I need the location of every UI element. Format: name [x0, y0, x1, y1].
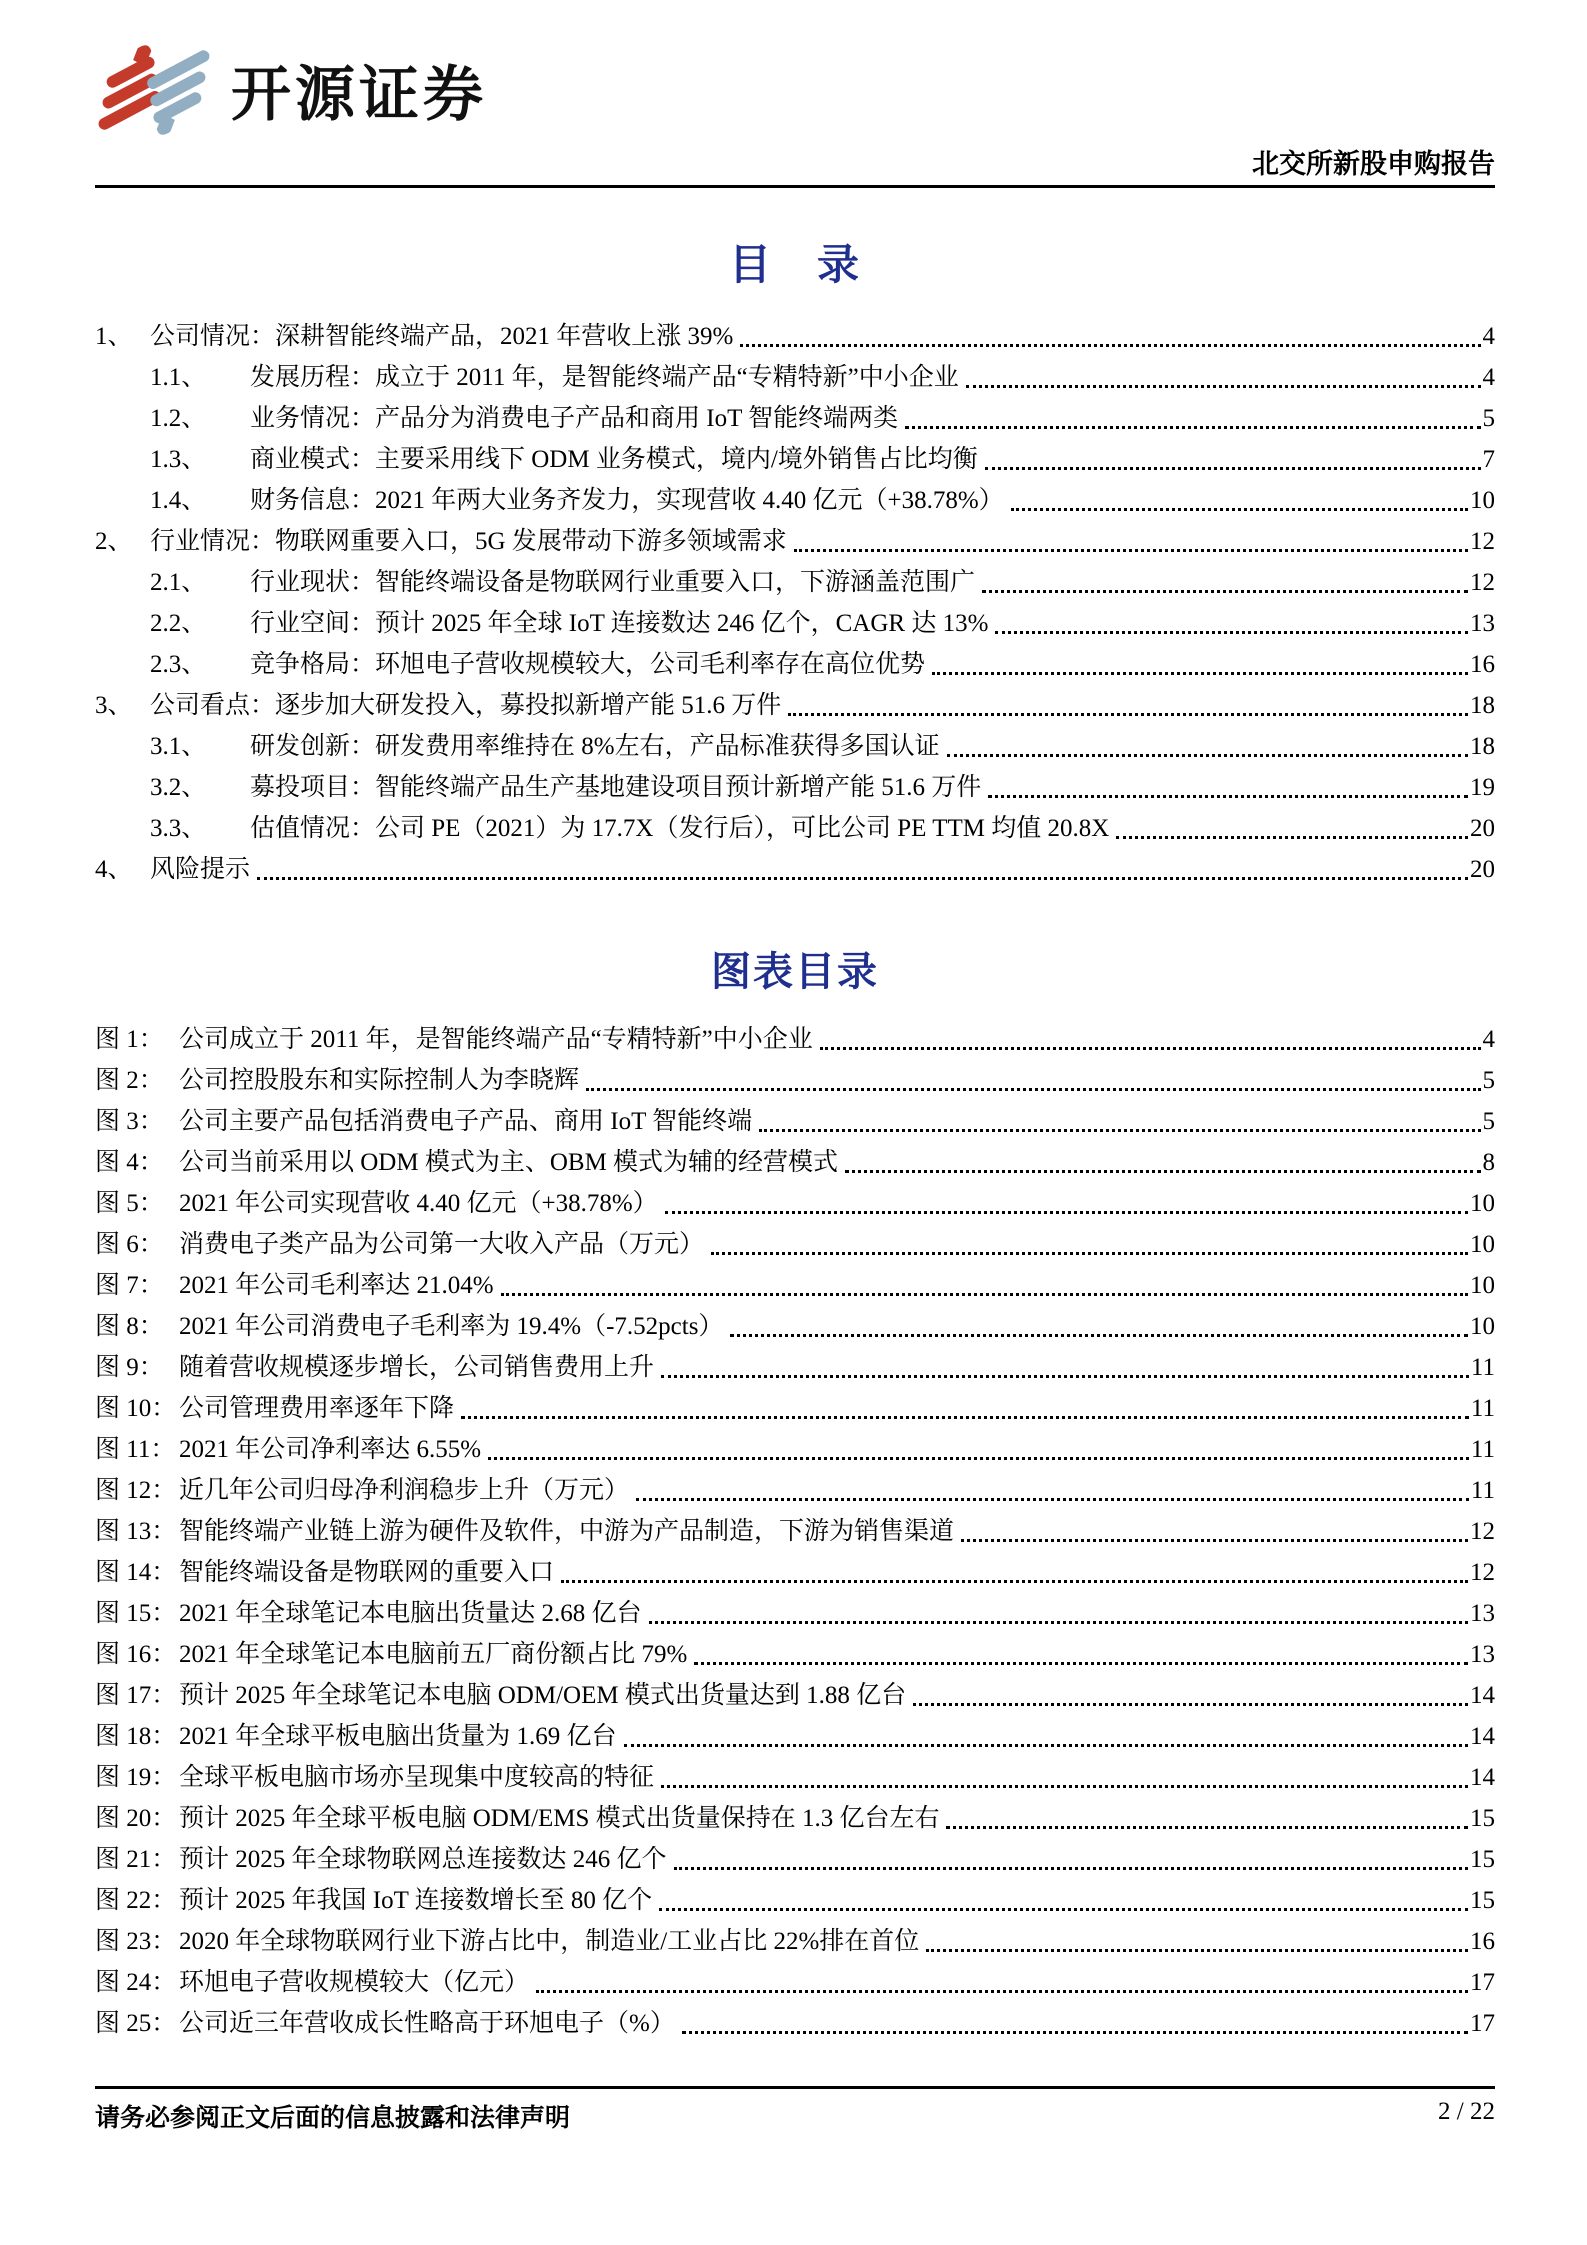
figure-entry-page: 5 [1482, 1067, 1495, 1095]
figure-entry[interactable] [95, 1060, 1495, 1101]
figure-entry-number: 图 21： [95, 1846, 177, 1874]
leader-dots [966, 385, 1481, 388]
toc-entry[interactable] [95, 726, 1495, 767]
figure-entry-page: 8 [1482, 1149, 1495, 1177]
figure-entry[interactable] [95, 1716, 1495, 1757]
toc-entry[interactable] [95, 767, 1495, 808]
leader-dots [845, 1170, 1480, 1173]
toc-entry-number: 1、 [95, 323, 133, 351]
figure-entry-number: 图 8： [95, 1313, 164, 1341]
figure-entry-number: 图 9： [95, 1354, 164, 1382]
figure-entry-number: 图 13： [95, 1518, 177, 1546]
toc-entry[interactable] [95, 316, 1495, 357]
figure-entry[interactable] [95, 1306, 1495, 1347]
figure-entry[interactable] [95, 1757, 1495, 1798]
footer-disclaimer: 请务必参阅正文后面的信息披露和法律声明 [95, 2105, 571, 2132]
leader-dots [694, 1662, 1468, 1665]
toc-entry-number: 3.2、 [150, 774, 207, 802]
figure-entry-page: 13 [1470, 1600, 1495, 1628]
figure-entry-page: 5 [1482, 1108, 1495, 1136]
leader-dots [1011, 508, 1468, 511]
toc-entry-number: 1.4、 [150, 487, 207, 515]
toc-title: 目 录 [728, 243, 861, 290]
toc-entry-page: 16 [1470, 651, 1495, 679]
figure-entry-number: 图 16： [95, 1641, 177, 1669]
kaiyuan-ribbon-logo-icon [95, 43, 213, 137]
toc-entry-number: 3、 [95, 692, 133, 720]
toc-entry-title: 研发创新：研发费用率维持在 8%左右，产品标准获得多国认证 [250, 733, 940, 761]
header-divider [95, 185, 1495, 188]
figure-entry[interactable] [95, 1880, 1495, 1921]
figure-entry-title: 公司成立于 2011 年，是智能终端产品“专精特新”中小企业 [179, 1026, 813, 1054]
figure-entry-page: 10 [1470, 1231, 1495, 1259]
toc-entry-number: 1.3、 [150, 446, 207, 474]
figure-entry-number: 图 24： [95, 1969, 177, 1997]
figure-entry[interactable] [95, 1634, 1495, 1675]
figure-entry-page: 13 [1470, 1641, 1495, 1669]
figure-entry-page: 12 [1470, 1518, 1495, 1546]
figures-index-title: 图表目录 [711, 949, 879, 995]
figure-entry-number: 图 22： [95, 1887, 177, 1915]
figure-entry-number: 图 12： [95, 1477, 177, 1505]
figure-entry-number: 图 6： [95, 1231, 164, 1259]
page-footer [95, 2086, 1495, 2134]
figure-entry[interactable] [95, 2003, 1495, 2044]
figure-entry-number: 图 5： [95, 1190, 164, 1218]
figure-entry-page: 11 [1470, 1354, 1495, 1382]
toc-entry-title: 发展历程：成立于 2011 年，是智能终端产品“专精特新”中小企业 [250, 364, 959, 392]
figure-entry-number: 图 7： [95, 1272, 164, 1300]
figure-entry-number: 图 14： [95, 1559, 177, 1587]
toc-entry-title: 竞争格局：环旭电子营收规模较大，公司毛利率存在高位优势 [250, 651, 926, 679]
figure-entry-title: 2021 年全球笔记本电脑出货量达 2.68 亿台 [179, 1600, 642, 1628]
figure-entry-title: 2021 年公司毛利率达 21.04% [179, 1272, 494, 1300]
figure-entry-title: 2021 年公司消费电子毛利率为 19.4%（-7.52pcts） [179, 1313, 724, 1341]
toc-entry-page: 20 [1470, 815, 1495, 843]
figure-entry-title: 2021 年全球平板电脑出货量为 1.69 亿台 [179, 1723, 617, 1751]
leader-dots [961, 1539, 1468, 1542]
leader-dots [501, 1293, 1468, 1296]
figure-entry-number: 图 23： [95, 1928, 177, 1956]
toc-entry-number: 3.3、 [150, 815, 207, 843]
toc-entry-title: 募投项目：智能终端产品生产基地建设项目预计新增产能 51.6 万件 [250, 774, 982, 802]
figure-entry-title: 公司管理费用率逐年下降 [179, 1395, 455, 1423]
leader-dots [946, 1826, 1468, 1829]
leader-dots [461, 1416, 1469, 1419]
leader-dots [661, 1785, 1468, 1788]
figure-entry-number: 图 4： [95, 1149, 164, 1177]
leader-dots [820, 1047, 1481, 1050]
toc-entry-title: 行业情况：物联网重要入口，5G 发展带动下游多领域需求 [150, 528, 787, 556]
toc-entry-page: 5 [1482, 405, 1495, 433]
leader-dots [995, 631, 1468, 634]
figure-entry-title: 智能终端产业链上游为硬件及软件，中游为产品制造，下游为销售渠道 [179, 1518, 955, 1546]
figure-entry-number: 图 2： [95, 1067, 164, 1095]
figure-entry[interactable] [95, 1224, 1495, 1265]
toc-entry-page: 20 [1470, 856, 1495, 884]
figure-entry-title: 随着营收规模逐步增长，公司销售费用上升 [179, 1354, 655, 1382]
leader-dots [536, 1990, 1468, 1993]
figure-entry[interactable] [95, 1675, 1495, 1716]
figure-entry[interactable] [95, 1019, 1495, 1060]
figure-entry[interactable] [95, 1839, 1495, 1880]
toc-entry-number: 3.1、 [150, 733, 207, 761]
figure-entry-page: 17 [1470, 1969, 1495, 1997]
brand-logo-text: 开源证券 [231, 60, 487, 130]
figure-entry[interactable] [95, 1962, 1495, 2003]
leader-dots [682, 2031, 1468, 2034]
leader-dots [730, 1334, 1468, 1337]
leader-dots [649, 1621, 1468, 1624]
leader-dots [788, 713, 1468, 716]
figure-entry[interactable] [95, 1552, 1495, 1593]
report-type-label: 北交所新股申购报告 [1252, 149, 1495, 179]
figure-entry-title: 环旭电子营收规模较大（亿元） [179, 1969, 530, 1997]
toc-entry-number: 1.2、 [150, 405, 207, 433]
toc-entry-page: 7 [1482, 446, 1495, 474]
toc-entry-page: 18 [1470, 692, 1495, 720]
brand-logo [95, 40, 1495, 140]
figure-entry-page: 14 [1470, 1723, 1495, 1751]
toc-entry-title: 风险提示 [150, 856, 251, 884]
figure-entry-page: 10 [1470, 1272, 1495, 1300]
figure-entry-title: 消费电子类产品为公司第一大收入产品（万元） [179, 1231, 705, 1259]
figure-entry-number: 图 10： [95, 1395, 177, 1423]
figure-entry[interactable] [95, 1470, 1495, 1511]
leader-dots [926, 1949, 1468, 1952]
leader-dots [913, 1703, 1468, 1706]
toc-entry-number: 4、 [95, 856, 133, 884]
figure-entry-title: 2021 年全球笔记本电脑前五厂商份额占比 79% [179, 1641, 688, 1669]
figure-entry[interactable] [95, 1429, 1495, 1470]
figure-entry-number: 图 25： [95, 2010, 177, 2038]
figure-entry-title: 公司控股股东和实际控制人为李晓辉 [179, 1067, 580, 1095]
toc-entry[interactable] [95, 357, 1495, 398]
figure-entry-page: 15 [1470, 1805, 1495, 1833]
toc-entry-number: 2.3、 [150, 651, 207, 679]
leader-dots [932, 672, 1468, 675]
leader-dots [257, 877, 1468, 880]
figure-entry-title: 公司主要产品包括消费电子产品、商用 IoT 智能终端 [179, 1108, 753, 1136]
figure-entry-title: 2021 年公司净利率达 6.55% [179, 1436, 482, 1464]
toc-entry-page: 12 [1470, 569, 1495, 597]
figure-entry-page: 17 [1470, 2010, 1495, 2038]
figure-entry[interactable] [95, 1347, 1495, 1388]
figure-entry-number: 图 18： [95, 1723, 177, 1751]
figure-entry-page: 11 [1470, 1477, 1495, 1505]
toc-entry[interactable] [95, 480, 1495, 521]
toc-entry[interactable] [95, 562, 1495, 603]
figure-entry-number: 图 15： [95, 1600, 177, 1628]
figure-entry-title: 公司近三年营收成长性略高于环旭电子（%） [179, 2010, 675, 2038]
leader-dots [905, 426, 1480, 429]
toc-entry-page: 10 [1470, 487, 1495, 515]
page-number-indicator: 2 / 22 [1438, 2098, 1495, 2125]
figure-entry-number: 图 3： [95, 1108, 164, 1136]
leader-dots [1116, 836, 1468, 839]
toc-entry-page: 4 [1482, 364, 1495, 392]
figure-entry[interactable] [95, 1183, 1495, 1224]
figure-entry-page: 16 [1470, 1928, 1495, 1956]
toc-entry[interactable] [95, 808, 1495, 849]
toc-entry-title: 公司看点：逐步加大研发投入，募投拟新增产能 51.6 万件 [150, 692, 782, 720]
figure-entry-title: 2021 年公司实现营收 4.40 亿元（+38.78%） [179, 1190, 658, 1218]
figure-entry-title: 公司当前采用以 ODM 模式为主、OBM 模式为辅的经营模式 [179, 1149, 839, 1177]
toc-entry[interactable] [95, 398, 1495, 439]
leader-dots [947, 754, 1468, 757]
toc-entry-number: 2.2、 [150, 610, 207, 638]
toc-entry-page: 13 [1470, 610, 1495, 638]
leader-dots [759, 1129, 1480, 1132]
toc-entry-number: 2、 [95, 528, 133, 556]
figure-entry-page: 11 [1470, 1436, 1495, 1464]
figure-entry-number: 图 19： [95, 1764, 177, 1792]
figure-entry[interactable] [95, 1142, 1495, 1183]
leader-dots [665, 1211, 1468, 1214]
figure-entry-page: 12 [1470, 1559, 1495, 1587]
report-header [95, 40, 1495, 188]
figure-entry[interactable] [95, 1511, 1495, 1552]
leader-dots [659, 1908, 1468, 1911]
figure-entry-page: 11 [1470, 1395, 1495, 1423]
toc-entry-page: 19 [1470, 774, 1495, 802]
figure-entry-page: 10 [1470, 1313, 1495, 1341]
leader-dots [674, 1867, 1468, 1870]
figure-entry-page: 14 [1470, 1764, 1495, 1792]
leader-dots [586, 1088, 1480, 1091]
toc-entry[interactable] [95, 521, 1495, 562]
figure-entry[interactable] [95, 1388, 1495, 1429]
leader-dots [711, 1252, 1468, 1255]
figure-entry[interactable] [95, 1101, 1495, 1142]
toc-entry-title: 业务情况：产品分为消费电子产品和商用 IoT 智能终端两类 [250, 405, 899, 433]
toc-entry[interactable] [95, 685, 1495, 726]
toc-entry-title: 行业空间：预计 2025 年全球 IoT 连接数达 246 亿个，CAGR 达 13% [250, 610, 989, 638]
figure-entry-page: 15 [1470, 1846, 1495, 1874]
toc-entry-page: 12 [1470, 528, 1495, 556]
figure-entry-number: 图 11： [95, 1436, 176, 1464]
figure-entry-page: 10 [1470, 1190, 1495, 1218]
figure-entry[interactable] [95, 1265, 1495, 1306]
toc-entry-title: 公司情况：深耕智能终端产品，2021 年营收上涨 39% [150, 323, 734, 351]
toc-entry-title: 估值情况：公司 PE（2021）为 17.7X（发行后），可比公司 PE TTM 均值 20.8X [250, 815, 1110, 843]
toc-entry-title: 商业模式：主要采用线下 ODM 业务模式，境内/境外销售占比均衡 [250, 446, 978, 474]
figure-entry-title: 预计 2025 年我国 IoT 连接数增长至 80 亿个 [179, 1887, 653, 1915]
figure-entry-title: 预计 2025 年全球笔记本电脑 ODM/OEM 模式出货量达到 1.88 亿台 [179, 1682, 907, 1710]
figure-entry-page: 14 [1470, 1682, 1495, 1710]
leader-dots [740, 344, 1480, 347]
figure-entry-title: 2020 年全球物联网行业下游占比中，制造业/工业占比 22%排在首位 [179, 1928, 920, 1956]
figure-entry-page: 4 [1482, 1026, 1495, 1054]
figure-entry-number: 图 20： [95, 1805, 177, 1833]
toc-entry[interactable] [95, 849, 1495, 890]
toc-entry-number: 1.1、 [150, 364, 207, 392]
figure-entry-page: 15 [1470, 1887, 1495, 1915]
figure-entry-title: 智能终端设备是物联网的重要入口 [179, 1559, 555, 1587]
leader-dots [561, 1580, 1468, 1583]
leader-dots [985, 467, 1481, 470]
figure-entry[interactable] [95, 1593, 1495, 1634]
leader-dots [794, 549, 1468, 552]
figure-entry-number: 图 1： [95, 1026, 164, 1054]
leader-dots [982, 590, 1468, 593]
leader-dots [988, 795, 1468, 798]
figure-entry[interactable] [95, 1921, 1495, 1962]
toc-entry-number: 2.1、 [150, 569, 207, 597]
toc-entry[interactable] [95, 644, 1495, 685]
toc-entry-page: 18 [1470, 733, 1495, 761]
figure-entry-title: 预计 2025 年全球平板电脑 ODM/EMS 模式出货量保持在 1.3 亿台左右 [179, 1805, 940, 1833]
figure-entry[interactable] [95, 1798, 1495, 1839]
figures-index [95, 1019, 1495, 2044]
leader-dots [624, 1744, 1468, 1747]
toc-entry-title: 财务信息：2021 年两大业务齐发力，实现营收 4.40 亿元（+38.78%） [250, 487, 1004, 515]
toc-entry[interactable] [95, 439, 1495, 480]
leader-dots [636, 1498, 1469, 1501]
figure-entry-title: 近几年公司归母净利润稳步上升（万元） [179, 1477, 630, 1505]
leader-dots [661, 1375, 1469, 1378]
figure-entry-title: 全球平板电脑市场亦呈现集中度较高的特征 [179, 1764, 655, 1792]
table-of-contents [95, 316, 1495, 890]
leader-dots [488, 1457, 1469, 1460]
toc-entry-page: 4 [1482, 323, 1495, 351]
toc-entry[interactable] [95, 603, 1495, 644]
toc-entry-title: 行业现状：智能终端设备是物联网行业重要入口，下游涵盖范围广 [250, 569, 976, 597]
figure-entry-title: 预计 2025 年全球物联网总连接数达 246 亿个 [179, 1846, 667, 1874]
figure-entry-number: 图 17： [95, 1682, 177, 1710]
